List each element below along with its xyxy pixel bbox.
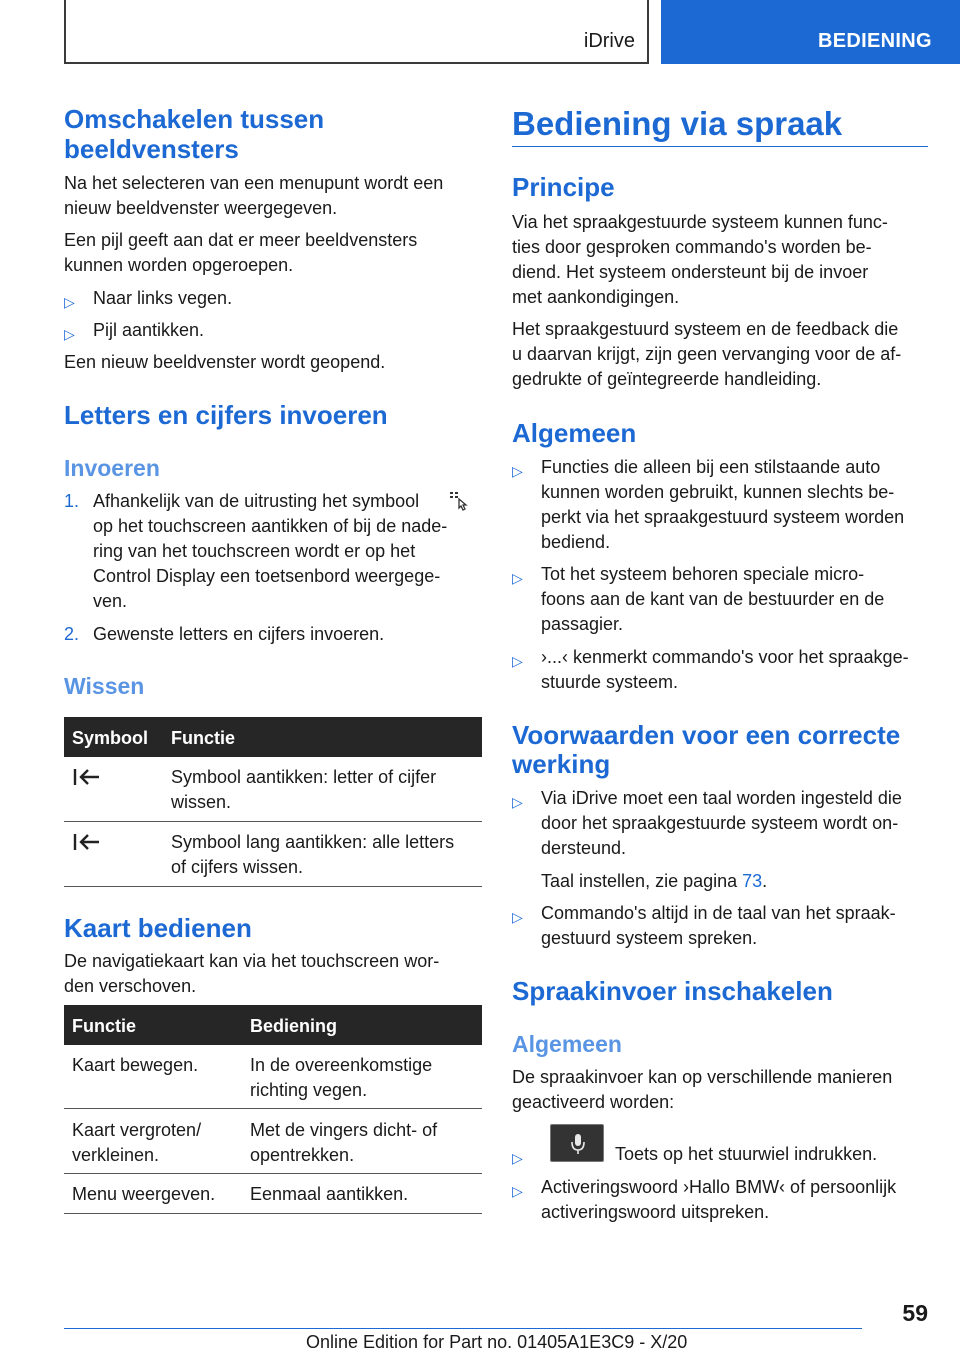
step-item: 2. Gewenste letters en cijfers invoeren. (64, 622, 482, 647)
triangle-bullet-icon: ▷ (512, 570, 523, 586)
heading-kaart: Kaart bedienen (64, 913, 252, 943)
table-cell: richting vegen. (250, 1080, 368, 1100)
table-header (64, 1005, 482, 1045)
paragraph-line: kunnen worden opgeroepen. (64, 255, 294, 275)
table-cell: verkleinen. (72, 1145, 160, 1165)
list-item-line: stuurde systeem. (541, 672, 679, 692)
triangle-bullet-icon: ▷ (512, 653, 523, 669)
paragraph-line: De spraakinvoer kan op verschillende manieren (512, 1067, 893, 1087)
header-section: BEDIENING (818, 30, 932, 52)
list-item: ▷ Commando's altijd in de taal van het spraak- (512, 901, 928, 926)
triangle-bullet-icon: ▷ (512, 463, 523, 479)
step-item-line: Control Display een toetsenbord weergege- (93, 566, 441, 586)
heading-switch-2: beeldvensters (64, 134, 239, 164)
triangle-bullet-icon: ▷ (512, 1150, 523, 1166)
table-cell: Eenmaal aantikken. (250, 1184, 409, 1204)
list-item: ▷ Activeringswoord ›Hallo BMW‹ of persoonlijk (512, 1175, 928, 1200)
heading-spraakinvoer: Spraakinvoer inschakelen (512, 976, 833, 1006)
heading-invoeren: Invoeren (64, 455, 160, 481)
list-item: ▷ Via iDrive moet een taal worden ingesteld die (512, 786, 928, 811)
list-item: ▷ ›...‹ kenmerkt commando's voor het spraakge- (512, 645, 928, 670)
heading-voorwaarden-1: Voorwaarden voor een correcte (512, 720, 901, 750)
heading-spraak-algemeen: Algemeen (512, 1031, 622, 1057)
heading-principe: Principe (512, 172, 615, 202)
triangle-bullet-icon: ▷ (512, 909, 523, 925)
header-chapter: iDrive (583, 30, 635, 52)
table-cell: opentrekken. (250, 1145, 355, 1165)
paragraph-line: Na het selecteren van een menupunt wordt een (64, 173, 444, 193)
table-row (64, 1109, 482, 1174)
step-number: 2. (64, 624, 80, 644)
heading-letters: Letters en cijfers invoeren (64, 400, 388, 430)
list-item-line: activeringswoord uitspreken. (541, 1202, 770, 1222)
paragraph-line: u daarvan krijgt, zijn geen vervanging voor de af- (512, 344, 902, 364)
table-header-cell: Functie (171, 728, 236, 748)
list-item-line: foons aan de kant van de bestuurder en de (541, 589, 885, 609)
paragraph-line: den verschoven. (64, 976, 197, 996)
footer-edition: Online Edition for Part no. 01405A1E3C9 - X/20 (306, 1332, 688, 1352)
table-row (64, 1174, 482, 1214)
paragraph-line: Via het spraakgestuurde systeem kunnen func- (512, 212, 888, 232)
paragraph-line: gedrukte of geïntegreerde handleiding. (512, 369, 822, 389)
header-section-box (661, 0, 960, 64)
list-item-line: perkt via het spraakgestuurd systeem worden (541, 507, 905, 527)
triangle-bullet-icon: ▷ (64, 294, 75, 310)
page-link[interactable]: 73 (742, 871, 763, 891)
paragraph-line: nieuw beeldvenster weergegeven. (64, 198, 338, 218)
table-row (64, 822, 482, 887)
table-cell: wissen. (171, 792, 232, 812)
step-item: 1. Afhankelijk van de uitrusting het symbool (64, 489, 482, 514)
triangle-bullet-icon: ▷ (512, 794, 523, 810)
delete-left-icon (72, 831, 102, 853)
table-header-cell: Symbool (72, 728, 149, 748)
step-item-line: ring van het touchscreen wordt er op het (93, 541, 416, 561)
table-cell: Menu weergeven. (72, 1184, 216, 1204)
step-number: 1. (64, 491, 80, 511)
step-item-line: ven. (93, 591, 128, 611)
list-item-text: Toets op het stuurwiel indrukken. (615, 1144, 878, 1164)
triangle-bullet-icon: ▷ (64, 326, 75, 342)
table-header-cell: Bediening (250, 1016, 338, 1036)
paragraph-line: ties door gesproken commando's worden be- (512, 237, 872, 257)
table-row (64, 1045, 482, 1109)
list-item: ▷ Pijl aantikken. (64, 318, 482, 343)
list-item: ▷ Functies die alleen bij een stilstaande auto (512, 455, 928, 480)
paragraph-line: Een pijl geeft aan dat er meer beeldvensters (64, 230, 418, 250)
keyboard-touch-icon (448, 490, 470, 512)
table-cell: Symbool aantikken: letter of cijfer (171, 767, 437, 787)
header-chapter-box (64, 0, 649, 64)
heading-main: Bediening via spraak (512, 105, 843, 142)
paragraph-line: De navigatiekaart kan via het touchscreen wor- (64, 951, 440, 971)
paragraph-line: Het spraakgestuurd systeem en de feedback die (512, 319, 899, 339)
table-cell: Met de vingers dicht- of (250, 1120, 438, 1140)
list-item-line: passagier. (541, 614, 624, 634)
table-header-cell: Functie (72, 1016, 137, 1036)
list-item: ▷ Tot het systeem behoren speciale micro- (512, 562, 928, 587)
page-number: 59 (902, 1300, 928, 1326)
table-cell: Kaart vergroten/ (72, 1120, 202, 1140)
step-item-line: op het touchscreen aantikken of bij de nade- (93, 516, 448, 536)
table-row (64, 757, 482, 822)
microphone-icon (551, 1125, 605, 1163)
list-item-subline: Taal instellen, zie pagina 73. (541, 871, 768, 891)
heading-voorwaarden-2: werking (512, 749, 611, 779)
list-item-line: gestuurd systeem spreken. (541, 928, 758, 948)
heading-switch-1: Omschakelen tussen (64, 104, 325, 134)
list-item-line: kunnen worden gebruikt, kunnen slechts be- (541, 482, 895, 502)
paragraph-line: Een nieuw beeldvenster wordt geopend. (64, 352, 386, 372)
list-item-line: dersteund. (541, 838, 627, 858)
paragraph-line: diend. Het systeem ondersteunt bij de invoer (512, 262, 869, 282)
steering-wheel-voice-button (550, 1124, 604, 1162)
paragraph-line: met aankondigingen. (512, 287, 680, 307)
paragraph-line: geactiveerd worden: (512, 1092, 675, 1112)
table-cell: Kaart bewegen. (72, 1055, 199, 1075)
heading-wissen: Wissen (64, 673, 145, 699)
heading-rule (512, 146, 928, 147)
footer-rule (64, 1328, 862, 1329)
table-cell: of cijfers wissen. (171, 857, 304, 877)
heading-algemeen: Algemeen (512, 418, 637, 448)
table-cell: In de overeenkomstige (250, 1055, 433, 1075)
table-cell: Symbool lang aantikken: alle letters (171, 832, 455, 852)
list-item-line: bediend. (541, 532, 611, 552)
triangle-bullet-icon: ▷ (512, 1183, 523, 1199)
list-item-line: door het spraakgestuurde systeem wordt on- (541, 813, 899, 833)
list-item: ▷ Naar links vegen. (64, 286, 482, 311)
delete-left-icon (72, 766, 102, 788)
table-header (64, 717, 482, 757)
